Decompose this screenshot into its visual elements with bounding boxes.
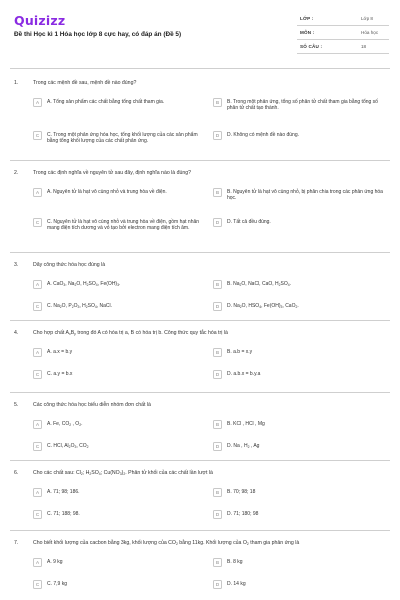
option-text: C. Nguyên tử là hạt vô cùng nhỏ và trung hòa về điện, gồm hạt nhân mang điện tích dương và vỏ tạo bởi electron mang điện tích âm. <box>47 218 200 231</box>
option-text: A. 9 kg <box>47 558 63 565</box>
answer-option-a[interactable] <box>33 420 203 429</box>
answer-option-a[interactable] <box>33 348 203 357</box>
question-text: Cho biết khối lượng của cacbon bằng 3kg, khối lượng của $CO_2$ bằng 11kg. Khối lượng của $O_2$ tham gia phản ứng là <box>33 540 300 546</box>
option-letter-box: B <box>213 420 222 429</box>
question-text: Trong các định nghĩa về nguyên tử sau đây, định nghĩa nào là đúng? <box>33 170 192 176</box>
document-title: Đề thi Học kì 1 Hóa học lớp 8 cực hay, có đáp án (Đề 5) <box>14 31 182 38</box>
answer-option-a[interactable] <box>33 188 203 197</box>
meta-value: Lớp 8 <box>361 15 373 21</box>
option-text: A. 71; 98; 186. <box>47 488 80 495</box>
option-text: A. Tổng sản phẩm các chất bằng tổng chất tham gia. <box>47 98 165 105</box>
option-letter-box: D <box>213 510 222 519</box>
answer-option-d[interactable] <box>213 218 383 227</box>
option-text: C. HCl, $Al_2O_3$, $CO_2$ <box>47 442 89 449</box>
option-letter-box: A <box>33 488 42 497</box>
answer-option-d[interactable] <box>213 370 383 379</box>
answer-option-b[interactable] <box>213 280 383 289</box>
section-divider <box>10 160 390 161</box>
option-text: D. $Na_2O$, $HSO_4$, $Fe(OH)_3$, CaO$_2$. <box>227 302 299 309</box>
document-header <box>0 0 400 68</box>
option-text: C. 7,9 kg <box>47 580 68 587</box>
option-text: C. 71; 188; 98. <box>47 510 80 517</box>
answer-option-a[interactable] <box>33 488 203 497</box>
option-letter-box: D <box>213 302 222 311</box>
question-number: 4. <box>14 330 19 336</box>
option-text: D. 14 kg <box>227 580 246 587</box>
answer-option-d[interactable] <box>213 442 383 451</box>
answer-option-c[interactable] <box>33 302 203 311</box>
option-text: A. a.x = b.y <box>47 348 73 355</box>
option-text: B. 70; 98; 18 <box>227 488 256 495</box>
option-letter-box: C <box>33 218 42 227</box>
option-letter-box: C <box>33 370 42 379</box>
answer-option-c[interactable] <box>33 218 203 231</box>
option-letter-box: C <box>33 131 42 140</box>
answer-option-d[interactable] <box>213 131 383 140</box>
option-text: C. Trong một phản ứng hóa học, tổng khối lượng của các sản phẩm bằng tổng khối lượng của các chất phản ứng. <box>47 131 198 144</box>
option-letter-box: C <box>33 510 42 519</box>
option-text: D. Na , $H_2$ , Ag <box>227 442 260 449</box>
section-divider <box>10 68 390 69</box>
answer-option-b[interactable] <box>213 558 383 567</box>
question-number: 2. <box>14 170 19 176</box>
option-letter-box: A <box>33 558 42 567</box>
option-text: B. Nguyên tử là hạt vô cùng nhỏ, bị phân chia trong các phản ứng hóa học. <box>227 188 383 201</box>
option-text: C. a.y = b.x <box>47 370 73 377</box>
answer-option-b[interactable] <box>213 420 383 429</box>
option-text: B. $Na_2O$, NaCl, CaO, $H_2SO_4$. <box>227 280 292 287</box>
option-text: A. Nguyên tử là hạt vô cùng nhỏ và trung hòa về điện. <box>47 188 167 195</box>
option-letter-box: A <box>33 348 42 357</box>
section-divider <box>10 392 390 393</box>
meta-value: Hóa học <box>361 29 379 35</box>
option-letter-box: D <box>213 370 222 379</box>
meta-value: 18 <box>361 43 367 49</box>
question-text: Cho các chất sau: $Cl_2$; $H_2SO_4$; $Cu(NO_3)_2$. Phân tử khối của các chất lần lượt là <box>33 470 213 476</box>
answer-option-a[interactable] <box>33 98 203 107</box>
question-text: Trong các mệnh đề sau, mệnh đề nào đúng? <box>33 80 137 86</box>
meta-label: SỐ CÂU : <box>300 43 323 49</box>
option-letter-box: B <box>213 558 222 567</box>
question-number: 7. <box>14 540 19 546</box>
option-letter-box: B <box>213 188 222 197</box>
answer-option-b[interactable] <box>213 188 383 201</box>
answer-option-d[interactable] <box>213 580 383 589</box>
option-text: B. a.b = x.y <box>227 348 253 355</box>
option-letter-box: D <box>213 131 222 140</box>
option-letter-box: C <box>33 302 42 311</box>
meta-row-class <box>297 12 389 26</box>
option-letter-box: B <box>213 98 222 107</box>
answer-option-c[interactable] <box>33 370 203 379</box>
option-text: D. a.b.x = b.y.a <box>227 370 261 377</box>
option-letter-box: A <box>33 188 42 197</box>
section-divider <box>10 252 390 253</box>
option-letter-box: D <box>213 442 222 451</box>
quizizz-logo: Quizizz <box>14 13 66 28</box>
option-letter-box: B <box>213 280 222 289</box>
answer-option-a[interactable] <box>33 558 203 567</box>
option-text: D. Không có mệnh đề nào đúng. <box>227 131 299 138</box>
question-text: Dãy công thức hóa học đúng là <box>33 262 106 268</box>
question-text: Cho hợp chất $A_xB_y$ trong đó A có hóa trị a, B có hóa trị b. Công thức quy tắc hóa trị là <box>33 330 228 336</box>
option-text: B. KCl , HCl , Mg <box>227 420 265 427</box>
option-letter-box: D <box>213 218 222 227</box>
question-number: 5. <box>14 402 19 408</box>
answer-option-b[interactable] <box>213 98 383 111</box>
question-number: 6. <box>14 470 19 476</box>
question-number: 1. <box>14 80 19 86</box>
answer-option-c[interactable] <box>33 580 203 589</box>
question-text: Các công thức hóa học biểu diễn nhóm đơn chất là <box>33 402 151 408</box>
section-divider <box>10 530 390 531</box>
meta-table <box>297 12 389 54</box>
option-letter-box: A <box>33 98 42 107</box>
option-letter-box: B <box>213 348 222 357</box>
answer-option-a[interactable] <box>33 280 203 289</box>
section-divider <box>10 460 390 461</box>
option-text: A. CaO$_3$, $Na_2O$, $H_2SO_4$, $Fe(OH)_3$. <box>47 280 121 287</box>
meta-label: LỚP : <box>300 15 314 21</box>
question-number: 3. <box>14 262 19 268</box>
option-letter-box: C <box>33 580 42 589</box>
option-text: B. Trong một phản ứng, tổng số phân tử chất tham gia bằng tổng số phân tử chất tạo thành. <box>227 98 378 111</box>
answer-option-d[interactable] <box>213 302 383 311</box>
meta-row-subject <box>297 26 389 40</box>
option-text: D. Tất cả đều đúng. <box>227 218 271 225</box>
option-text: A. Fe, $CO_2$ , $O_2$. <box>47 420 83 427</box>
option-letter-box: C <box>33 442 42 451</box>
answer-option-c[interactable] <box>33 510 203 519</box>
answer-option-c[interactable] <box>33 442 203 451</box>
answer-option-b[interactable] <box>213 488 383 497</box>
option-letter-box: A <box>33 280 42 289</box>
meta-label: MÔN : <box>300 29 315 35</box>
option-letter-box: A <box>33 420 42 429</box>
option-text: D. 71; 180; 98 <box>227 510 259 517</box>
meta-row-question-count <box>297 40 389 54</box>
option-letter-box: B <box>213 488 222 497</box>
option-text: B. 8 kg <box>227 558 243 565</box>
option-letter-box: D <box>213 580 222 589</box>
answer-option-c[interactable] <box>33 131 203 144</box>
option-text: C. $Na_2O$, $P_2O_3$, $H_2SO_4$, NaCl. <box>47 302 113 309</box>
section-divider <box>10 320 390 321</box>
answer-option-d[interactable] <box>213 510 383 519</box>
answer-option-b[interactable] <box>213 348 383 357</box>
